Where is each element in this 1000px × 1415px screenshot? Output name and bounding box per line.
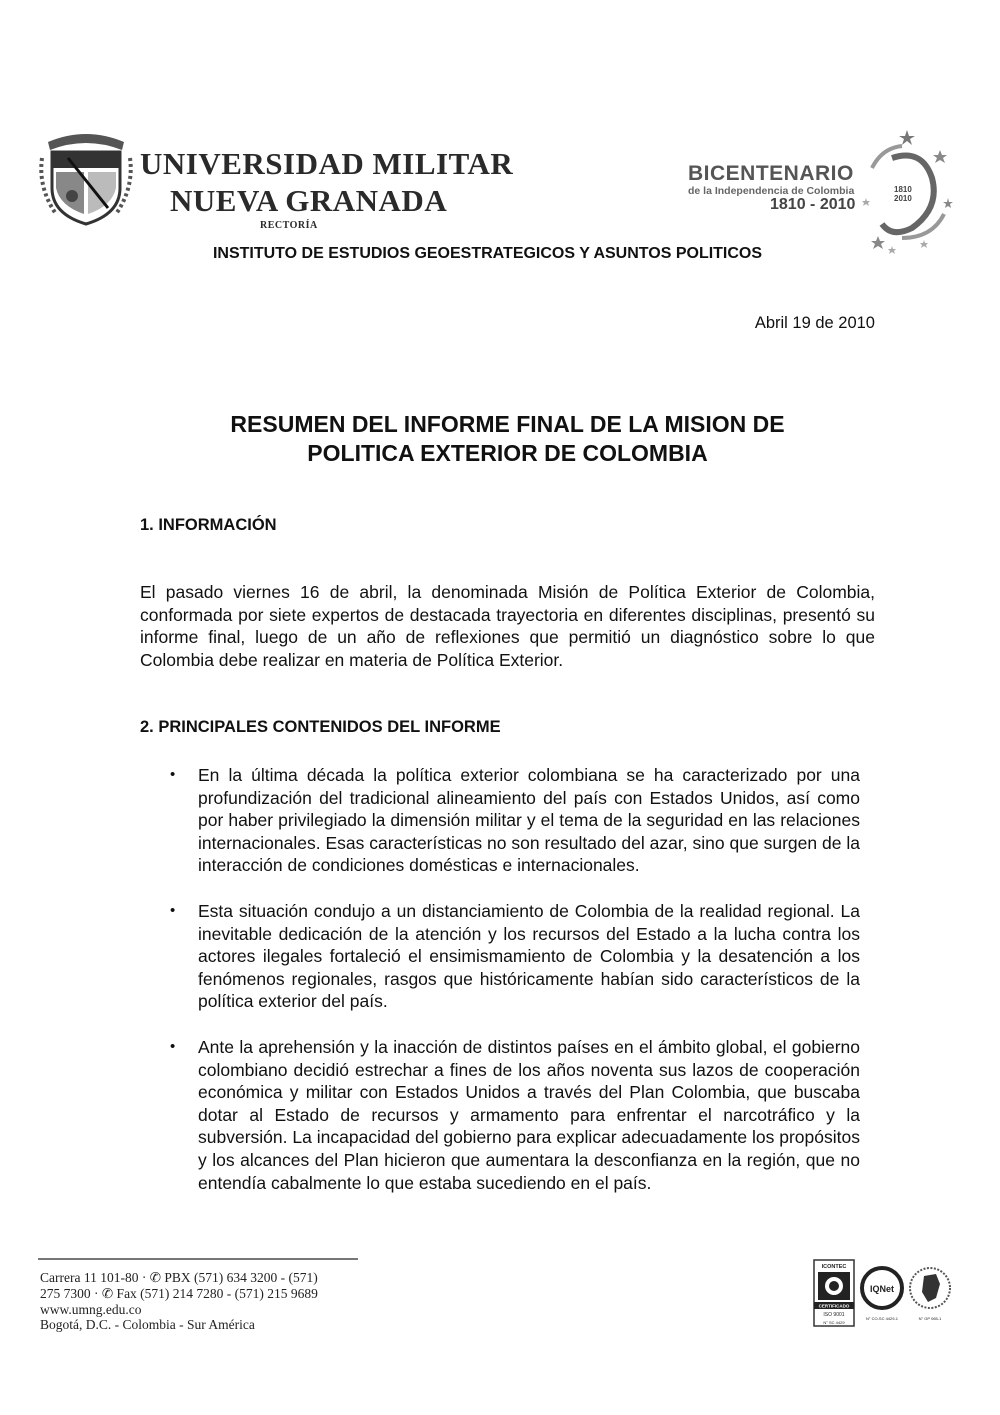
certificado-label: CERTIFICADO: [818, 1303, 850, 1309]
bicentenario-title: BICENTENARIO: [688, 162, 854, 185]
university-subtitle: RECTORÍA: [260, 220, 318, 231]
certification-badges: [812, 1258, 958, 1330]
iqnet-label: IQNet: [869, 1284, 895, 1294]
section-2-bullet-list: [165, 764, 860, 1194]
footer-website-link[interactable]: www.umng.edu.co: [40, 1301, 142, 1317]
document-title-line1: RESUMEN DEL INFORME FINAL DE LA MISION DE: [230, 411, 785, 437]
section-1-paragraph: El pasado viernes 16 de abril, la denominada Misión de Política Exterior de Colombia, conformada por siete expertos de destacada trayectoria en diferentes disciplinas, presentó su informe final, luego de un año de reflexiones que permitió un diagnóstico sobre lo que Colombia debe realizar en materia de Política Exterior.: [140, 582, 875, 670]
document-title-line2: POLITICA EXTERIOR DE COLOMBIA: [307, 440, 708, 466]
gp-number: N° GP 065-1: [918, 1316, 942, 1321]
bicentenario-logo: [686, 128, 956, 258]
list-item: [165, 900, 860, 1013]
university-logo: [38, 128, 514, 238]
iqnet-badge-icon: [862, 1268, 902, 1321]
footer-location: Bogotá, D.C. - Colombia - Sur América: [40, 1317, 255, 1333]
document-title: [140, 410, 875, 468]
university-shield-icon: [38, 128, 134, 228]
co-number: N° CO-SC 4429-1: [865, 1316, 899, 1321]
svg-text:2010: 2010: [894, 194, 912, 203]
list-item-text: Ante la aprehensión y la inacción de distintos países en el ámbito global, el gobierno colombiano decidió estrechar a fines de los años noventa sus lazos de cooperación económica y militar con Estados Unidos a través del Plan Colombia, que buscaba dotar al Estado de recursos y armamento para enfrentar el narcotráfico y la subversión. La incapacidad del gobierno para explicar adecuadamente los propósitos y los alcances del Plan hicieron que aumentara la desconfianza en la región, que no entendía cabalmente lo que estaba sucediendo en el país.: [198, 1036, 860, 1193]
bicentenario-star-swirl-icon: [862, 128, 954, 256]
university-name-line1: UNIVERSIDAD MILITAR: [140, 146, 514, 181]
list-item: [165, 1036, 860, 1194]
list-item-text: En la última década la política exterior colombiana se ha caracterizado por una profundización del tradicional alineamiento del país con Estados Unidos, así como por haber privilegiado la dimensión militar y el tema de la seguridad en las relaciones internacionales. Esas características no son resultado del azar, sino que surgen de la interacción de condiciones domésticas e internacionales.: [198, 765, 860, 876]
iso-label: ISO 9001: [823, 1312, 845, 1318]
bullet-icon: •: [170, 901, 176, 919]
colombia-map-badge-icon: [910, 1268, 950, 1321]
sc-number: N° SC 4429: [823, 1320, 845, 1325]
list-item-text: Esta situación condujo a un distanciamiento de Colombia de la realidad regional. La inevitable dedicación de la atención y los recursos del Estado a la lucha contra los actores ilegales fortaleció el ensimismamiento de Colombia y la desatención a los fenómenos regionales, rasgos que históricamente habían sido característicos de la política exterior del país.: [198, 900, 860, 1012]
bullet-icon: •: [170, 1037, 176, 1055]
footer-address: Carrera 11 101-80 · ✆ PBX (571) 634 3200 - (571): [40, 1270, 318, 1285]
footer-phone: 275 7300 · ✆ Fax (571) 214 7280 - (571) 215 9689: [40, 1285, 318, 1301]
section-1-heading: 1. INFORMACIÓN: [140, 516, 277, 534]
institute-name: INSTITUTO DE ESTUDIOS GEOESTRATEGICOS Y ASUNTOS POLITICOS: [212, 245, 763, 262]
icontec-certificate-icon: [814, 1260, 854, 1326]
university-name-line2: NUEVA GRANADA: [170, 183, 448, 218]
section-2-heading: 2. PRINCIPALES CONTENIDOS DEL INFORME: [140, 718, 501, 736]
bicentenario-years: 1810 - 2010: [770, 196, 856, 213]
footer-contact: [40, 1270, 318, 1333]
document-date: Abril 19 de 2010: [754, 314, 875, 332]
bullet-icon: •: [170, 766, 176, 783]
icontec-label: ICONTEC: [821, 1264, 847, 1270]
svg-text:1810: 1810: [894, 185, 912, 194]
list-item: [165, 764, 860, 877]
footer-divider: [38, 1258, 358, 1260]
bicentenario-subtitle: de la Independencia de Colombia: [688, 185, 855, 197]
